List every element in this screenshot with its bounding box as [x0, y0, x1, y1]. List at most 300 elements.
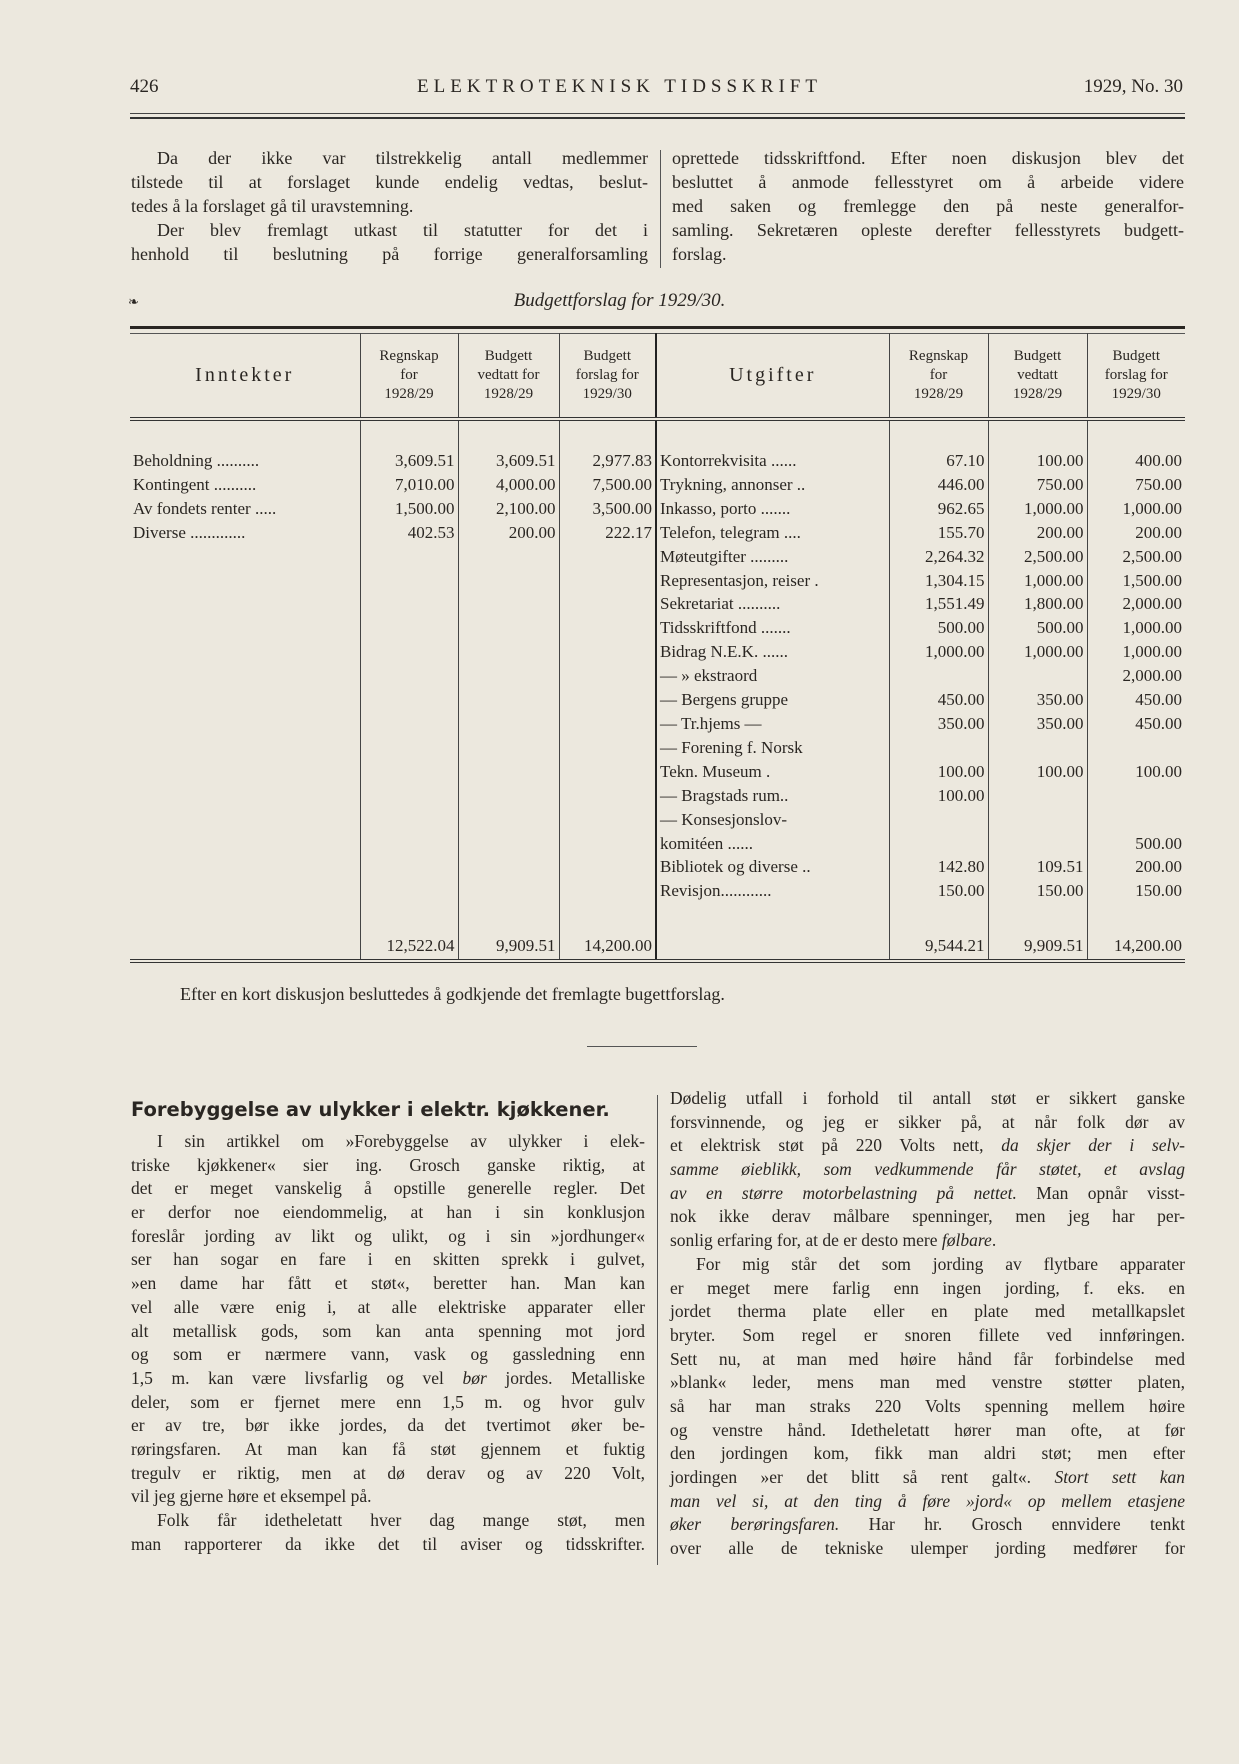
text-line: alt metallisk gods, som kan anta spenning mot jord: [131, 1320, 645, 1341]
text-line: og venstre hånd. Idetheletatt hører man ofte, at før: [670, 1419, 1185, 1440]
text-line: For mig står det som jording av flytbare apparater: [696, 1253, 1185, 1274]
income-amount: [360, 855, 458, 879]
text-line: oprettede tidsskriftfond. Efter noen diskusjon blev det: [672, 148, 1184, 168]
table-row: [130, 760, 1185, 784]
expense-amount: 2,500.00: [988, 545, 1087, 569]
expense-amount: 1,000.00: [889, 640, 988, 664]
text-line: vel alle være enig i, at alle elektriske apparater eller: [131, 1296, 645, 1317]
income-item-label: [130, 760, 360, 784]
expense-amount: 142.80: [889, 855, 988, 879]
income-amount: [360, 545, 458, 569]
header-line: 1928/29: [384, 385, 434, 402]
income-amount: [458, 616, 559, 640]
approval-note: Efter en kort diskusjon besluttedes å godkjende det fremlagte bugettforslag.: [180, 984, 725, 1004]
income-amount: [360, 784, 458, 808]
header-line: Budgett: [1112, 347, 1160, 364]
italic-text: man vel si, at den ting å føre »jord« op mellem etasjene: [670, 1490, 1185, 1511]
spacer-cell: [889, 903, 988, 933]
col-header-income-accounts-1928: [360, 333, 458, 419]
header-line: 1928/29: [1012, 385, 1063, 402]
text-segment: 1,5 m. kan være livsfarlig og vel: [131, 1367, 463, 1388]
header-line: 1928/29: [913, 385, 964, 402]
expense-amount: [889, 736, 988, 760]
expense-item-label: Inkasso, porto .......: [656, 497, 889, 521]
text-line: røringsfaren. At man kan få støt gjennem et fuktig: [131, 1438, 645, 1459]
income-amount: [458, 808, 559, 832]
text-line: [670, 1229, 1185, 1253]
expense-amount: [988, 832, 1087, 856]
spacer-cell: [656, 903, 889, 933]
text-line: [670, 1513, 1185, 1537]
expense-item-label: Representasjon, reiser .: [656, 569, 889, 593]
expense-amount: 500.00: [1087, 832, 1185, 856]
expense-item-label: komitéen ......: [656, 832, 889, 856]
expense-amount: 1,500.00: [1087, 569, 1185, 593]
text-line: tilstede til at forslaget kunde endelig vedtas, beslut-: [131, 172, 648, 192]
intro-text-right-column: [672, 146, 1184, 266]
income-amount: [458, 832, 559, 856]
text-line: Folk får idetheletatt hver dag mange støt, men: [157, 1510, 645, 1530]
income-amount: [559, 545, 656, 569]
income-item-label: Diverse .............: [133, 522, 246, 542]
text-line: og som er nærmere vann, vask og gassledning enn: [131, 1344, 645, 1365]
text-line: er derfor noe eiendommelig, at han i sin konklusjon: [131, 1202, 645, 1223]
income-amount: 7,010.00: [360, 473, 458, 497]
expense-amount: 100.00: [988, 760, 1087, 784]
expense-amount: [988, 736, 1087, 760]
italic-text: bør: [462, 1367, 487, 1388]
text-line: [670, 1158, 1185, 1182]
header-line: Budgett: [484, 347, 533, 364]
income-amount: 222.17: [559, 521, 656, 545]
text-segment: jordingen »er det blitt så rent galt«.: [670, 1467, 1055, 1487]
col-header-expense-proposal-1929: [1087, 333, 1185, 419]
table-row: [130, 664, 1185, 688]
expense-amount: 400.00: [1087, 449, 1185, 473]
spacer-cell: [360, 903, 458, 933]
expense-item-label: Sekretariat ..........: [656, 592, 889, 616]
income-amount: [360, 832, 458, 856]
expense-amount: 750.00: [1087, 473, 1185, 497]
income-amount: [458, 784, 559, 808]
expense-amount: 100.00: [889, 760, 988, 784]
income-amount: [360, 616, 458, 640]
income-amount: [360, 736, 458, 760]
table-row: [130, 879, 1185, 903]
expense-amount: 67.10: [889, 449, 988, 473]
text-line: foreslår jording av likt og ulikt, og i sin »jordhunger«: [131, 1225, 645, 1246]
income-amount: [458, 664, 559, 688]
income-amount: [458, 545, 559, 569]
income-amount: [559, 712, 656, 736]
expense-amount: 500.00: [889, 616, 988, 640]
table-row: [130, 545, 1185, 569]
income-item-label: Beholdning ..........: [133, 451, 260, 470]
table-row: [130, 832, 1185, 856]
income-amount: [360, 569, 458, 593]
income-item-label: [130, 808, 360, 832]
italic-text: av en større motorbelastning på nettet.: [670, 1182, 1017, 1203]
expense-amount: 155.70: [889, 521, 988, 545]
page-number: 426: [130, 76, 159, 97]
income-item-label: [130, 592, 360, 616]
spacer-cell: [130, 419, 360, 449]
expense-amount: 1,551.49: [889, 592, 988, 616]
text-line: er meget mere farlig enn ingen jording, f. eks. en: [670, 1277, 1185, 1298]
text-line: [670, 1182, 1185, 1206]
income-amount: [559, 688, 656, 712]
spacer-cell: [559, 903, 656, 933]
table-spacer: [130, 903, 1185, 933]
expense-item-label: Trykning, annonser ..: [656, 473, 889, 497]
income-amount: [559, 640, 656, 664]
spacer-cell: [988, 419, 1087, 449]
expense-amount: 1,000.00: [1087, 497, 1185, 521]
text-line: den jordingen kom, fikk man aldri støt; men efter: [670, 1443, 1185, 1464]
italic-text: samme øieblikk, som vedkummende får støtet, et avslag: [670, 1159, 1185, 1180]
text-line: over alle de tekniske ulemper jording medfører for: [670, 1538, 1185, 1559]
table-row: [130, 784, 1185, 808]
expense-amount: 2,000.00: [1087, 592, 1185, 616]
expense-item-label: — Bergens gruppe: [656, 688, 889, 712]
income-amount: [458, 736, 559, 760]
expense-item-label: — Tr.hjems —: [656, 712, 889, 736]
expense-amount: 1,000.00: [988, 497, 1087, 521]
table-row: [130, 521, 1185, 545]
text-line: vil jeg gjerne høre et eksempel på.: [131, 1486, 372, 1507]
income-amount: [458, 640, 559, 664]
text-line: bryter. Som regel er snoren fillete ved innføringen.: [670, 1324, 1185, 1345]
income-item-label: [130, 545, 360, 569]
table-row: [130, 569, 1185, 593]
income-amount: 4,000.00: [458, 473, 559, 497]
article-title: Forebyggelse av ulykker i elektr. kjøkkener.: [131, 1098, 610, 1121]
text-segment: et elektrisk støt på 220 Volts nett,: [670, 1135, 1002, 1156]
table-row: [130, 736, 1185, 760]
income-total-label: [130, 933, 360, 961]
income-amount: [458, 760, 559, 784]
text-line: ser han sogar en fare i en skitten sprekk i gulvet,: [131, 1249, 645, 1270]
italic-text: øker berøringsfaren.: [670, 1514, 840, 1535]
income-amount: [559, 808, 656, 832]
expense-item-label: — Konsesjonslov-: [656, 808, 889, 832]
col-header-income-budget-1928: [458, 333, 559, 419]
income-header: Inntekter: [130, 333, 360, 419]
text-segment: jordes. Metalliske: [486, 1367, 645, 1388]
spacer-cell: [130, 903, 360, 933]
income-amount: [559, 760, 656, 784]
text-line: forslag.: [672, 244, 727, 264]
income-amount: 3,609.51: [360, 449, 458, 473]
italic-text: følbare: [941, 1230, 992, 1251]
income-item-label: [130, 664, 360, 688]
income-amount: [559, 569, 656, 593]
income-amount: 1,500.00: [360, 497, 458, 521]
expense-amount: 750.00: [988, 473, 1087, 497]
expense-amount: [1087, 784, 1185, 808]
text-line: [670, 1466, 1185, 1490]
expense-amount: 200.00: [1087, 855, 1185, 879]
expense-amount: 100.00: [889, 784, 988, 808]
intro-text-left-column: [131, 146, 648, 266]
expense-item-label: — Forening f. Norsk: [656, 736, 889, 760]
text-line: med saken og fremlegge den på neste generalfor-: [672, 196, 1184, 216]
income-amount: [360, 879, 458, 903]
income-amount: [458, 855, 559, 879]
italic-text: Stort sett kan: [1054, 1467, 1185, 1487]
text-line: så har man straks 220 Volts spenning mellem høire: [670, 1395, 1185, 1416]
spacer-cell: [656, 419, 889, 449]
income-amount: 2,977.83: [559, 449, 656, 473]
expense-amount: [988, 808, 1087, 832]
italic-text: da skjer der i selv-: [1001, 1135, 1185, 1156]
expense-amount: 100.00: [1087, 760, 1185, 784]
income-amount: [458, 712, 559, 736]
expense-item-label: Tekn. Museum .: [656, 760, 889, 784]
expense-amount: 150.00: [889, 879, 988, 903]
text-segment: Man opnår visst-: [1016, 1182, 1185, 1203]
expense-total: 14,200.00: [1087, 933, 1185, 961]
income-total: 14,200.00: [559, 933, 656, 961]
spacer-cell: [1087, 903, 1185, 933]
header-rule: [130, 113, 1185, 119]
budget-table-body: [130, 419, 1185, 961]
income-item-label: [130, 784, 360, 808]
expense-amount: 150.00: [1087, 879, 1185, 903]
text-line: tedes å la forslaget gå til uravstemning.: [131, 196, 414, 216]
expense-item-label: Bidrag N.E.K. ......: [656, 640, 889, 664]
expense-amount: 1,000.00: [988, 569, 1087, 593]
income-item-label: [130, 879, 360, 903]
expense-amount: 350.00: [988, 712, 1087, 736]
text-line: Sett nu, at man med høire hånd får forbindelse med: [670, 1348, 1185, 1369]
table-header-row: [130, 333, 1185, 419]
expense-amount: 350.00: [988, 688, 1087, 712]
expense-amount: [889, 808, 988, 832]
text-line: Da der ikke var tilstrekkelig antall medlemmer: [157, 148, 648, 168]
expense-amount: 200.00: [1087, 521, 1185, 545]
column-divider: [660, 150, 661, 268]
text-line: [131, 1367, 645, 1391]
table-row: [130, 616, 1185, 640]
expense-amount: 962.65: [889, 497, 988, 521]
income-amount: [559, 879, 656, 903]
col-header-expense-budget-1928: [988, 333, 1087, 419]
text-line: Der blev fremlagt utkast til statutter for det i: [157, 220, 648, 240]
header-line: for: [929, 366, 948, 383]
article-left-column: [131, 1130, 645, 1556]
expense-item-label: — Bragstads rum..: [656, 784, 889, 808]
income-amount: [559, 616, 656, 640]
expense-amount: 1,000.00: [1087, 640, 1185, 664]
spacer-cell: [458, 903, 559, 933]
income-amount: [458, 569, 559, 593]
header-line: forslag for: [1104, 366, 1168, 383]
expense-item-label: Møteutgifter .........: [656, 545, 889, 569]
expense-amount: 1,000.00: [988, 640, 1087, 664]
expense-amount: [889, 832, 988, 856]
expense-amount: 2,500.00: [1087, 545, 1185, 569]
income-amount: [458, 879, 559, 903]
expense-item-label: Bibliotek og diverse ..: [656, 855, 889, 879]
income-amount: [559, 784, 656, 808]
income-amount: [559, 832, 656, 856]
income-amount: 3,609.51: [458, 449, 559, 473]
table-row: [130, 592, 1185, 616]
text-line: triske kjøkkener« sier ing. Grosch ganske riktig, at: [131, 1154, 645, 1175]
expense-amount: 450.00: [1087, 688, 1185, 712]
expense-total: 9,909.51: [988, 933, 1087, 961]
income-amount: [360, 712, 458, 736]
table-row: [130, 640, 1185, 664]
text-line: er av tre, bør ikke jordes, da det tvertimot øker be-: [131, 1415, 645, 1436]
text-segment: Har hr. Grosch ennvidere tenkt: [839, 1514, 1185, 1535]
expense-amount: [988, 664, 1087, 688]
income-amount: [559, 664, 656, 688]
text-line: »en dame har fått et støt«, beretter han. Man kan: [131, 1273, 645, 1294]
expense-amount: [988, 784, 1087, 808]
table-row: [130, 473, 1185, 497]
text-segment: .: [991, 1230, 997, 1251]
expense-amount: [889, 664, 988, 688]
table-spacer: [130, 419, 1185, 449]
expense-amount: 450.00: [1087, 712, 1185, 736]
income-amount: 3,500.00: [559, 497, 656, 521]
income-amount: [559, 736, 656, 760]
text-line: I sin artikkel om »Forebyggelse av ulykker i elek-: [157, 1131, 645, 1151]
income-amount: [360, 592, 458, 616]
col-header-income-proposal-1929: [559, 333, 656, 419]
budget-caption: Budgettforslag for 1929/30.: [513, 290, 726, 311]
income-amount: [458, 592, 559, 616]
expense-amount: [1087, 808, 1185, 832]
income-total: 12,522.04: [360, 933, 458, 961]
header-line: forslag for: [575, 366, 639, 383]
header-line: Budgett: [583, 347, 631, 364]
income-amount: [360, 640, 458, 664]
expense-amount: 500.00: [988, 616, 1087, 640]
header-line: 1929/30: [1111, 385, 1161, 402]
text-line: [670, 1134, 1185, 1158]
expense-amount: 100.00: [988, 449, 1087, 473]
spacer-cell: [360, 419, 458, 449]
text-line: Dødelig utfall i forhold til antall støt er sikkert ganske: [670, 1088, 1185, 1108]
text-line: tregulv er riktig, men at dø derav og av 220 Volt,: [131, 1462, 645, 1483]
income-amount: [360, 760, 458, 784]
expense-amount: 109.51: [988, 855, 1087, 879]
income-amount: [559, 855, 656, 879]
expense-amount: 350.00: [889, 712, 988, 736]
expense-amount: 1,800.00: [988, 592, 1087, 616]
income-amount: 2,100.00: [458, 497, 559, 521]
expense-amount: 2,000.00: [1087, 664, 1185, 688]
table-row: [130, 855, 1185, 879]
expense-amount: 2,264.32: [889, 545, 988, 569]
totals-row: [130, 933, 1185, 961]
journal-title: ELEKTROTEKNISK TIDSSKRIFT: [417, 76, 822, 97]
income-amount: [360, 664, 458, 688]
header-line: vedtatt for: [477, 366, 540, 383]
table-row: [130, 497, 1185, 521]
expense-amount: 150.00: [988, 879, 1087, 903]
text-line: forsvinnende, og jeg er sikker på, at når folk dør av: [670, 1111, 1185, 1132]
text-line: jordet therma plate eller en plate med metallkapslet: [670, 1301, 1185, 1322]
spacer-cell: [559, 419, 656, 449]
income-amount: 402.53: [360, 521, 458, 545]
header-line: vedtatt: [1017, 366, 1058, 383]
header-line: 1929/30: [582, 385, 632, 402]
spacer-cell: [889, 419, 988, 449]
text-segment: sonlig erfaring for, at de er desto mere: [670, 1230, 942, 1251]
expense-amount: [1087, 736, 1185, 760]
section-separator: [587, 1046, 697, 1047]
fleuron-ornament-icon: ❧: [128, 294, 139, 309]
income-item-label: [130, 712, 360, 736]
income-item-label: [130, 832, 360, 856]
income-amount: 200.00: [458, 521, 559, 545]
income-item-label: Kontingent ..........: [133, 474, 257, 494]
income-total: 9,909.51: [458, 933, 559, 961]
income-item-label: [130, 736, 360, 760]
income-item-label: [130, 688, 360, 712]
text-line: samling. Sekretæren opleste derefter fellesstyrets budgett-: [672, 220, 1184, 240]
col-header-expense-accounts-1928: [889, 333, 988, 419]
expense-amount: 1,000.00: [1087, 616, 1185, 640]
income-amount: [559, 592, 656, 616]
expense-item-label: — » ekstraord: [656, 664, 889, 688]
table-row: [130, 688, 1185, 712]
table-row: [130, 712, 1185, 736]
header-line: for: [400, 366, 418, 383]
header-line: 1928/29: [483, 385, 534, 402]
text-line: besluttet å anmode fellesstyret om å arbeide videre: [672, 172, 1184, 192]
text-line: »blank« leder, mens man med venstre støtter platen,: [670, 1372, 1185, 1393]
income-item-label: [130, 855, 360, 879]
header-line: Budgett: [1013, 347, 1062, 364]
expense-amount: 446.00: [889, 473, 988, 497]
spacer-cell: [1087, 419, 1185, 449]
article-right-column: [670, 1087, 1185, 1561]
budget-table: [130, 333, 1185, 963]
income-amount: 7,500.00: [559, 473, 656, 497]
expense-header: Utgifter: [656, 333, 889, 419]
expense-total-label: [656, 933, 889, 961]
expense-item-label: Revisjon............: [656, 879, 889, 903]
expense-amount: 200.00: [988, 521, 1087, 545]
column-divider: [657, 1095, 658, 1565]
expense-total: 9,544.21: [889, 933, 988, 961]
expense-amount: 1,304.15: [889, 569, 988, 593]
spacer-cell: [458, 419, 559, 449]
income-item-label: [130, 616, 360, 640]
expense-item-label: Telefon, telegram ....: [656, 521, 889, 545]
issue-number: 1929, No. 30: [1083, 76, 1183, 97]
text-line: deler, som er fjernet mere enn 1,5 m. og hvor gulv: [131, 1391, 645, 1412]
expense-amount: 450.00: [889, 688, 988, 712]
income-item-label: Av fondets renter .....: [133, 498, 277, 518]
header-line: Regnskap: [379, 347, 439, 364]
spacer-cell: [988, 903, 1087, 933]
expense-item-label: Kontorrekvisita ......: [656, 449, 889, 473]
table-row: [130, 808, 1185, 832]
text-line: man rapporterer da ikke det til aviser og tidsskrifter.: [131, 1533, 645, 1554]
table-row: [130, 449, 1185, 473]
income-amount: [360, 688, 458, 712]
expense-item-label: Tidsskriftfond .......: [656, 616, 889, 640]
income-item-label: [130, 640, 360, 664]
header-line: Regnskap: [908, 347, 969, 364]
income-item-label: [130, 569, 360, 593]
